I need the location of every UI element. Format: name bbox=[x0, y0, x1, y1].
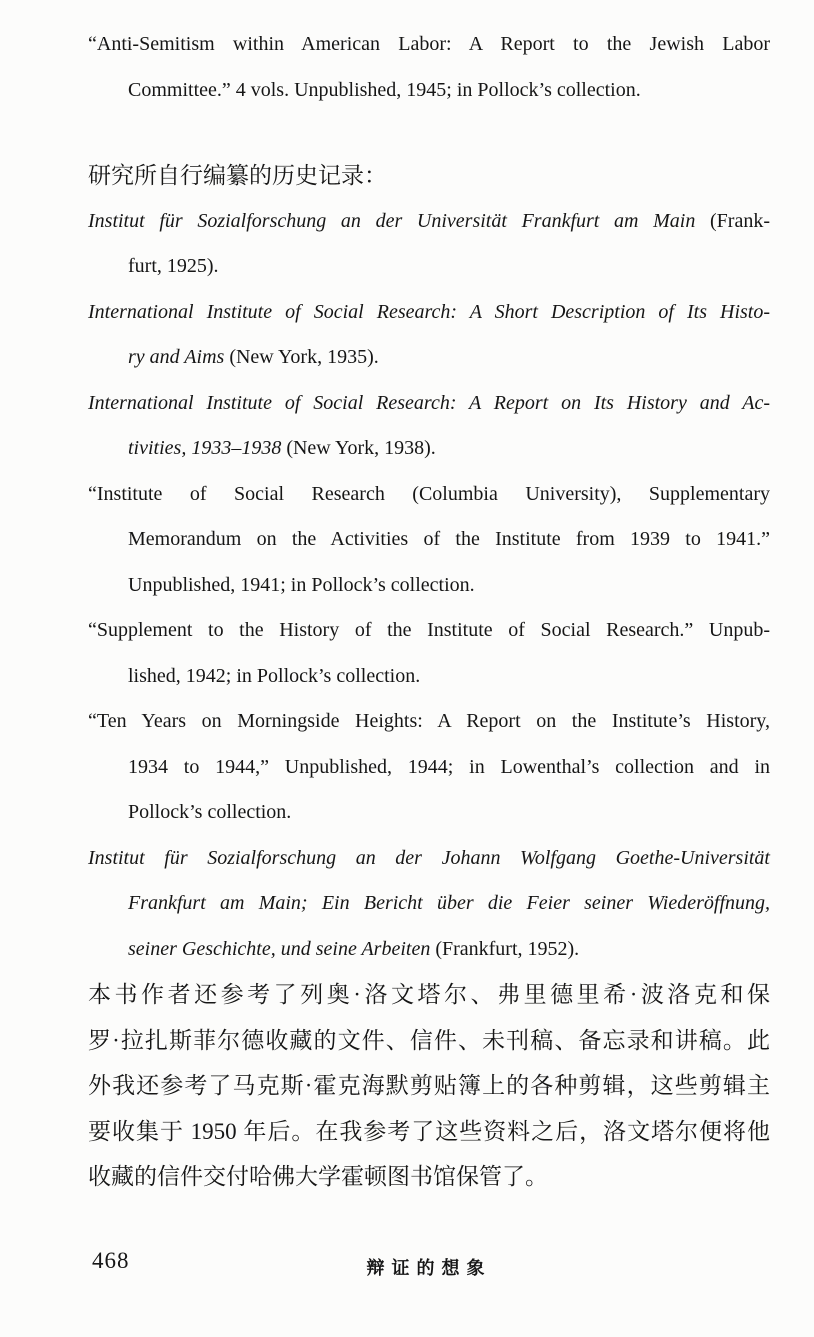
bib-line bbox=[88, 517, 770, 563]
italic-run: Institut für Sozialforschung an der Johann Wolfgang Goethe-Universität bbox=[88, 846, 770, 869]
bib-line bbox=[88, 290, 770, 336]
bib-line bbox=[88, 654, 770, 700]
italic-run: Frankfurt am Main; Ein Bericht über die Feier seiner Wiederöffnung, bbox=[128, 892, 770, 914]
text-run: 罗·拉扎斯菲尔德收藏的文件、信件、未刊稿、备忘录和讲稿。此 bbox=[88, 1027, 770, 1053]
text-run: (Frank- bbox=[695, 209, 770, 232]
bib-line bbox=[88, 244, 770, 290]
section-gap bbox=[88, 113, 770, 153]
text-run: furt, 1925). bbox=[128, 255, 219, 277]
text-run: Pollock’s collection. bbox=[128, 801, 292, 823]
text-run: Committee.” 4 vols. Unpublished, 1945; in Pollock’s collection. bbox=[128, 78, 641, 101]
text-run: “Ten Years on Morningside Heights: A Report on the Institute’s History, bbox=[88, 710, 770, 732]
bib-line bbox=[88, 927, 770, 973]
bib-line bbox=[88, 881, 770, 927]
bib-line bbox=[88, 199, 770, 245]
bib-line bbox=[88, 836, 770, 882]
running-title: 辩证的想象 bbox=[366, 1258, 492, 1278]
text-run: 外我还参考了马克斯·霍克海默剪贴簿上的各种剪辑，这些剪辑主 bbox=[88, 1073, 770, 1098]
bib-line bbox=[88, 745, 770, 791]
bib-line bbox=[88, 608, 770, 654]
italic-run: Institut für Sozialforschung an der Universität Frankfurt am Main bbox=[88, 209, 696, 232]
text-run: 收藏的信件交付哈佛大学霍顿图书馆保管了。 bbox=[88, 1164, 548, 1189]
bib-line bbox=[88, 22, 770, 68]
text-run: 要收集于 1950 年后。在我参考了这些资料之后，洛文塔尔便将他 bbox=[88, 1118, 770, 1144]
text-run: 本书作者还参考了列奥·洛文塔尔、弗里德里希·波洛克和保 bbox=[88, 982, 770, 1007]
section-heading bbox=[88, 153, 770, 199]
cjk-paragraph-line bbox=[88, 1109, 770, 1155]
bib-line bbox=[88, 699, 770, 745]
text-run: “Anti-Semitism within American Labor: A Report to the Jewish Labor bbox=[88, 33, 770, 55]
page-footer bbox=[88, 1248, 770, 1294]
text-run: lished, 1942; in Pollock’s collection. bbox=[128, 664, 421, 687]
text-run: Unpublished, 1941; in Pollock’s collection. bbox=[128, 573, 475, 596]
text-run: (New York, 1935). bbox=[224, 346, 379, 368]
text-run: (New York, 1938). bbox=[281, 437, 436, 459]
text-run: Memorandum on the Activities of the Institute from 1939 to 1941.” bbox=[128, 528, 770, 550]
bib-line bbox=[88, 472, 770, 518]
cjk-paragraph-line bbox=[88, 1154, 770, 1200]
italic-run: ry and Aims bbox=[128, 346, 225, 368]
text-run: 1934 to 1944,” Unpublished, 1944; in Lowenthal’s collection and in bbox=[128, 755, 770, 778]
text-run: “Supplement to the History of the Institute of Social Research.” Unpub- bbox=[88, 619, 770, 641]
text-run: (Frankfurt, 1952). bbox=[430, 937, 580, 960]
bib-line bbox=[88, 563, 770, 609]
cjk-paragraph-line bbox=[88, 1063, 770, 1109]
text-run: 研究所自行编纂的历史记录： bbox=[88, 163, 387, 188]
bib-line bbox=[88, 426, 770, 472]
text-run: “Institute of Social Research (Columbia University), Supplementary bbox=[88, 482, 770, 505]
page-number: 468 bbox=[92, 1248, 130, 1273]
bib-line bbox=[88, 335, 770, 381]
italic-run: International Institute of Social Research: A Short Description of Its Histo- bbox=[88, 300, 770, 323]
italic-run: seiner Geschichte, und seine Arbeiten bbox=[128, 937, 431, 960]
cjk-paragraph-line bbox=[88, 972, 770, 1018]
cjk-paragraph-line bbox=[88, 1018, 770, 1064]
italic-run: International Institute of Social Research: A Report on Its History and Ac- bbox=[88, 391, 770, 414]
bib-line bbox=[88, 68, 770, 114]
bib-line bbox=[88, 790, 770, 836]
italic-run: tivities, 1933–1938 bbox=[128, 437, 282, 459]
text-block bbox=[88, 22, 770, 1200]
bib-line bbox=[88, 381, 770, 427]
